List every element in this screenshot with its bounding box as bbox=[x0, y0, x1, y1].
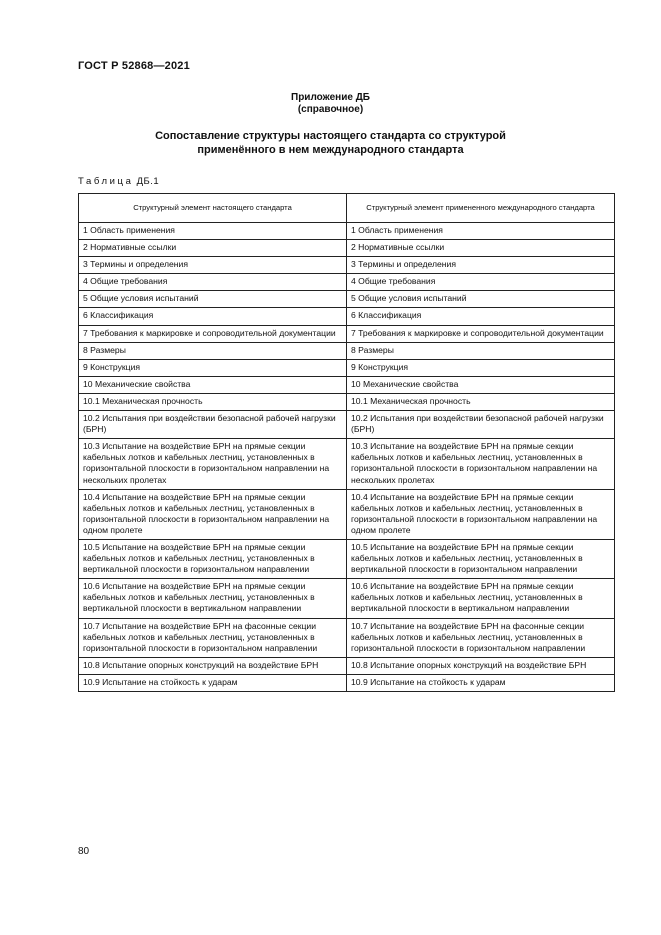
table-header-row bbox=[79, 194, 615, 223]
cell-national-element: 10.9 Испытание на стойкость к ударам bbox=[79, 674, 347, 691]
table-body bbox=[79, 223, 615, 692]
cell-national-element: 10.7 Испытание на воздействие БРН на фасонные секции кабельных лотков и кабельных лестниц, установленных в горизонтальной плоскости в горизонтальном направлении bbox=[79, 618, 347, 657]
table-row bbox=[79, 342, 615, 359]
table-row bbox=[79, 376, 615, 393]
cell-international-element: 9 Конструкция bbox=[347, 359, 615, 376]
table-row bbox=[79, 240, 615, 257]
table-row bbox=[79, 291, 615, 308]
table-row bbox=[79, 257, 615, 274]
cell-national-element: 5 Общие условия испытаний bbox=[79, 291, 347, 308]
cell-national-element: 4 Общие требования bbox=[79, 274, 347, 291]
cell-international-element: 7 Требования к маркировке и сопроводительной документации bbox=[347, 325, 615, 342]
cell-national-element: 7 Требования к маркировке и сопроводительной документации bbox=[79, 325, 347, 342]
table-row bbox=[79, 274, 615, 291]
table-row bbox=[79, 674, 615, 691]
cell-national-element: 2 Нормативные ссылки bbox=[79, 240, 347, 257]
cell-international-element: 10.7 Испытание на воздействие БРН на фасонные секции кабельных лотков и кабельных лестниц, установленных в горизонтальной плоскости в горизонтальном направлении bbox=[347, 618, 615, 657]
cell-international-element: 6 Классификация bbox=[347, 308, 615, 325]
cell-national-element: 10.2 Испытания при воздействии безопасной рабочей нагрузки (БРН) bbox=[79, 411, 347, 439]
page-number: 80 bbox=[78, 846, 90, 857]
cell-international-element: 8 Размеры bbox=[347, 342, 615, 359]
column-header-international: Структурный элемент примененного международного стандарта bbox=[347, 194, 615, 223]
cell-international-element: 10 Механические свойства bbox=[347, 376, 615, 393]
table-caption-number: ДБ.1 bbox=[136, 176, 160, 187]
appendix-title: Приложение ДБ bbox=[291, 92, 370, 103]
cell-international-element: 10.3 Испытание на воздействие БРН на прямые секции кабельных лотков и кабельных лестниц, установленных в горизонтальной плоскости в горизонтальном направлении на нескольких пролетах bbox=[347, 439, 615, 489]
cell-international-element: 10.9 Испытание на стойкость к ударам bbox=[347, 674, 615, 691]
table-row bbox=[79, 308, 615, 325]
document-code: ГОСТ Р 52868—2021 bbox=[78, 60, 190, 72]
table-row bbox=[79, 411, 615, 439]
cell-international-element: 10.6 Испытание на воздействие БРН на прямые секции кабельных лотков и кабельных лестниц, установленных в вертикальной плоскости в вертикальном направлении bbox=[347, 579, 615, 618]
cell-international-element: 10.1 Механическая прочность bbox=[347, 393, 615, 410]
cell-international-element: 4 Общие требования bbox=[347, 274, 615, 291]
table-caption-word: Таблица bbox=[78, 176, 134, 187]
cell-national-element: 10.6 Испытание на воздействие БРН на прямые секции кабельных лотков и кабельных лестниц, установленных в вертикальной плоскости в вертикальном направлении bbox=[79, 579, 347, 618]
table-row bbox=[79, 657, 615, 674]
cell-national-element: 1 Область применения bbox=[79, 223, 347, 240]
cell-national-element: 8 Размеры bbox=[79, 342, 347, 359]
cell-national-element: 10.5 Испытание на воздействие БРН на прямые секции кабельных лотков и кабельных лестниц, установленных в вертикальной плоскости в горизонтальном направлении bbox=[79, 539, 347, 578]
cell-national-element: 10 Механические свойства bbox=[79, 376, 347, 393]
table-row bbox=[79, 489, 615, 539]
table-caption bbox=[78, 176, 159, 187]
appendix-heading bbox=[0, 92, 661, 116]
comparison-table bbox=[78, 193, 615, 692]
appendix-note: (справочное) bbox=[297, 104, 364, 115]
cell-international-element: 10.8 Испытание опорных конструкций на воздействие БРН bbox=[347, 657, 615, 674]
column-header-national: Структурный элемент настоящего стандарта bbox=[79, 194, 347, 223]
table-row bbox=[79, 393, 615, 410]
cell-national-element: 10.4 Испытание на воздействие БРН на прямые секции кабельных лотков и кабельных лестниц, установленных в горизонтальной плоскости в горизонтальном направлении на одном пролете bbox=[79, 489, 347, 539]
cell-international-element: 2 Нормативные ссылки bbox=[347, 240, 615, 257]
cell-international-element: 10.4 Испытание на воздействие БРН на прямые секции кабельных лотков и кабельных лестниц, установленных в горизонтальной плоскости в горизонтальном направлении на одном пролете bbox=[347, 489, 615, 539]
cell-international-element: 10.2 Испытания при воздействии безопасной рабочей нагрузки (БРН) bbox=[347, 411, 615, 439]
table-row bbox=[79, 439, 615, 489]
cell-international-element: 10.5 Испытание на воздействие БРН на прямые секции кабельных лотков и кабельных лестниц, установленных в вертикальной плоскости в горизонтальном направлении bbox=[347, 539, 615, 578]
table-row bbox=[79, 618, 615, 657]
cell-national-element: 3 Термины и определения bbox=[79, 257, 347, 274]
cell-national-element: 9 Конструкция bbox=[79, 359, 347, 376]
cell-national-element: 6 Классификация bbox=[79, 308, 347, 325]
table-row bbox=[79, 359, 615, 376]
cell-international-element: 1 Область применения bbox=[347, 223, 615, 240]
cell-national-element: 10.3 Испытание на воздействие БРН на прямые секции кабельных лотков и кабельных лестниц, установленных в горизонтальной плоскости в горизонтальном направлении на нескольких пролетах bbox=[79, 439, 347, 489]
cell-international-element: 3 Термины и определения bbox=[347, 257, 615, 274]
page-title bbox=[0, 129, 661, 157]
table-row bbox=[79, 325, 615, 342]
page-title-line-2: применённого в нем международного стандарта bbox=[197, 144, 464, 156]
table-row bbox=[79, 539, 615, 578]
page-title-line-1: Сопоставление структуры настоящего стандарта со структурой bbox=[155, 130, 506, 142]
cell-national-element: 10.8 Испытание опорных конструкций на воздействие БРН bbox=[79, 657, 347, 674]
cell-national-element: 10.1 Механическая прочность bbox=[79, 393, 347, 410]
cell-international-element: 5 Общие условия испытаний bbox=[347, 291, 615, 308]
table-row bbox=[79, 223, 615, 240]
table-row bbox=[79, 579, 615, 618]
